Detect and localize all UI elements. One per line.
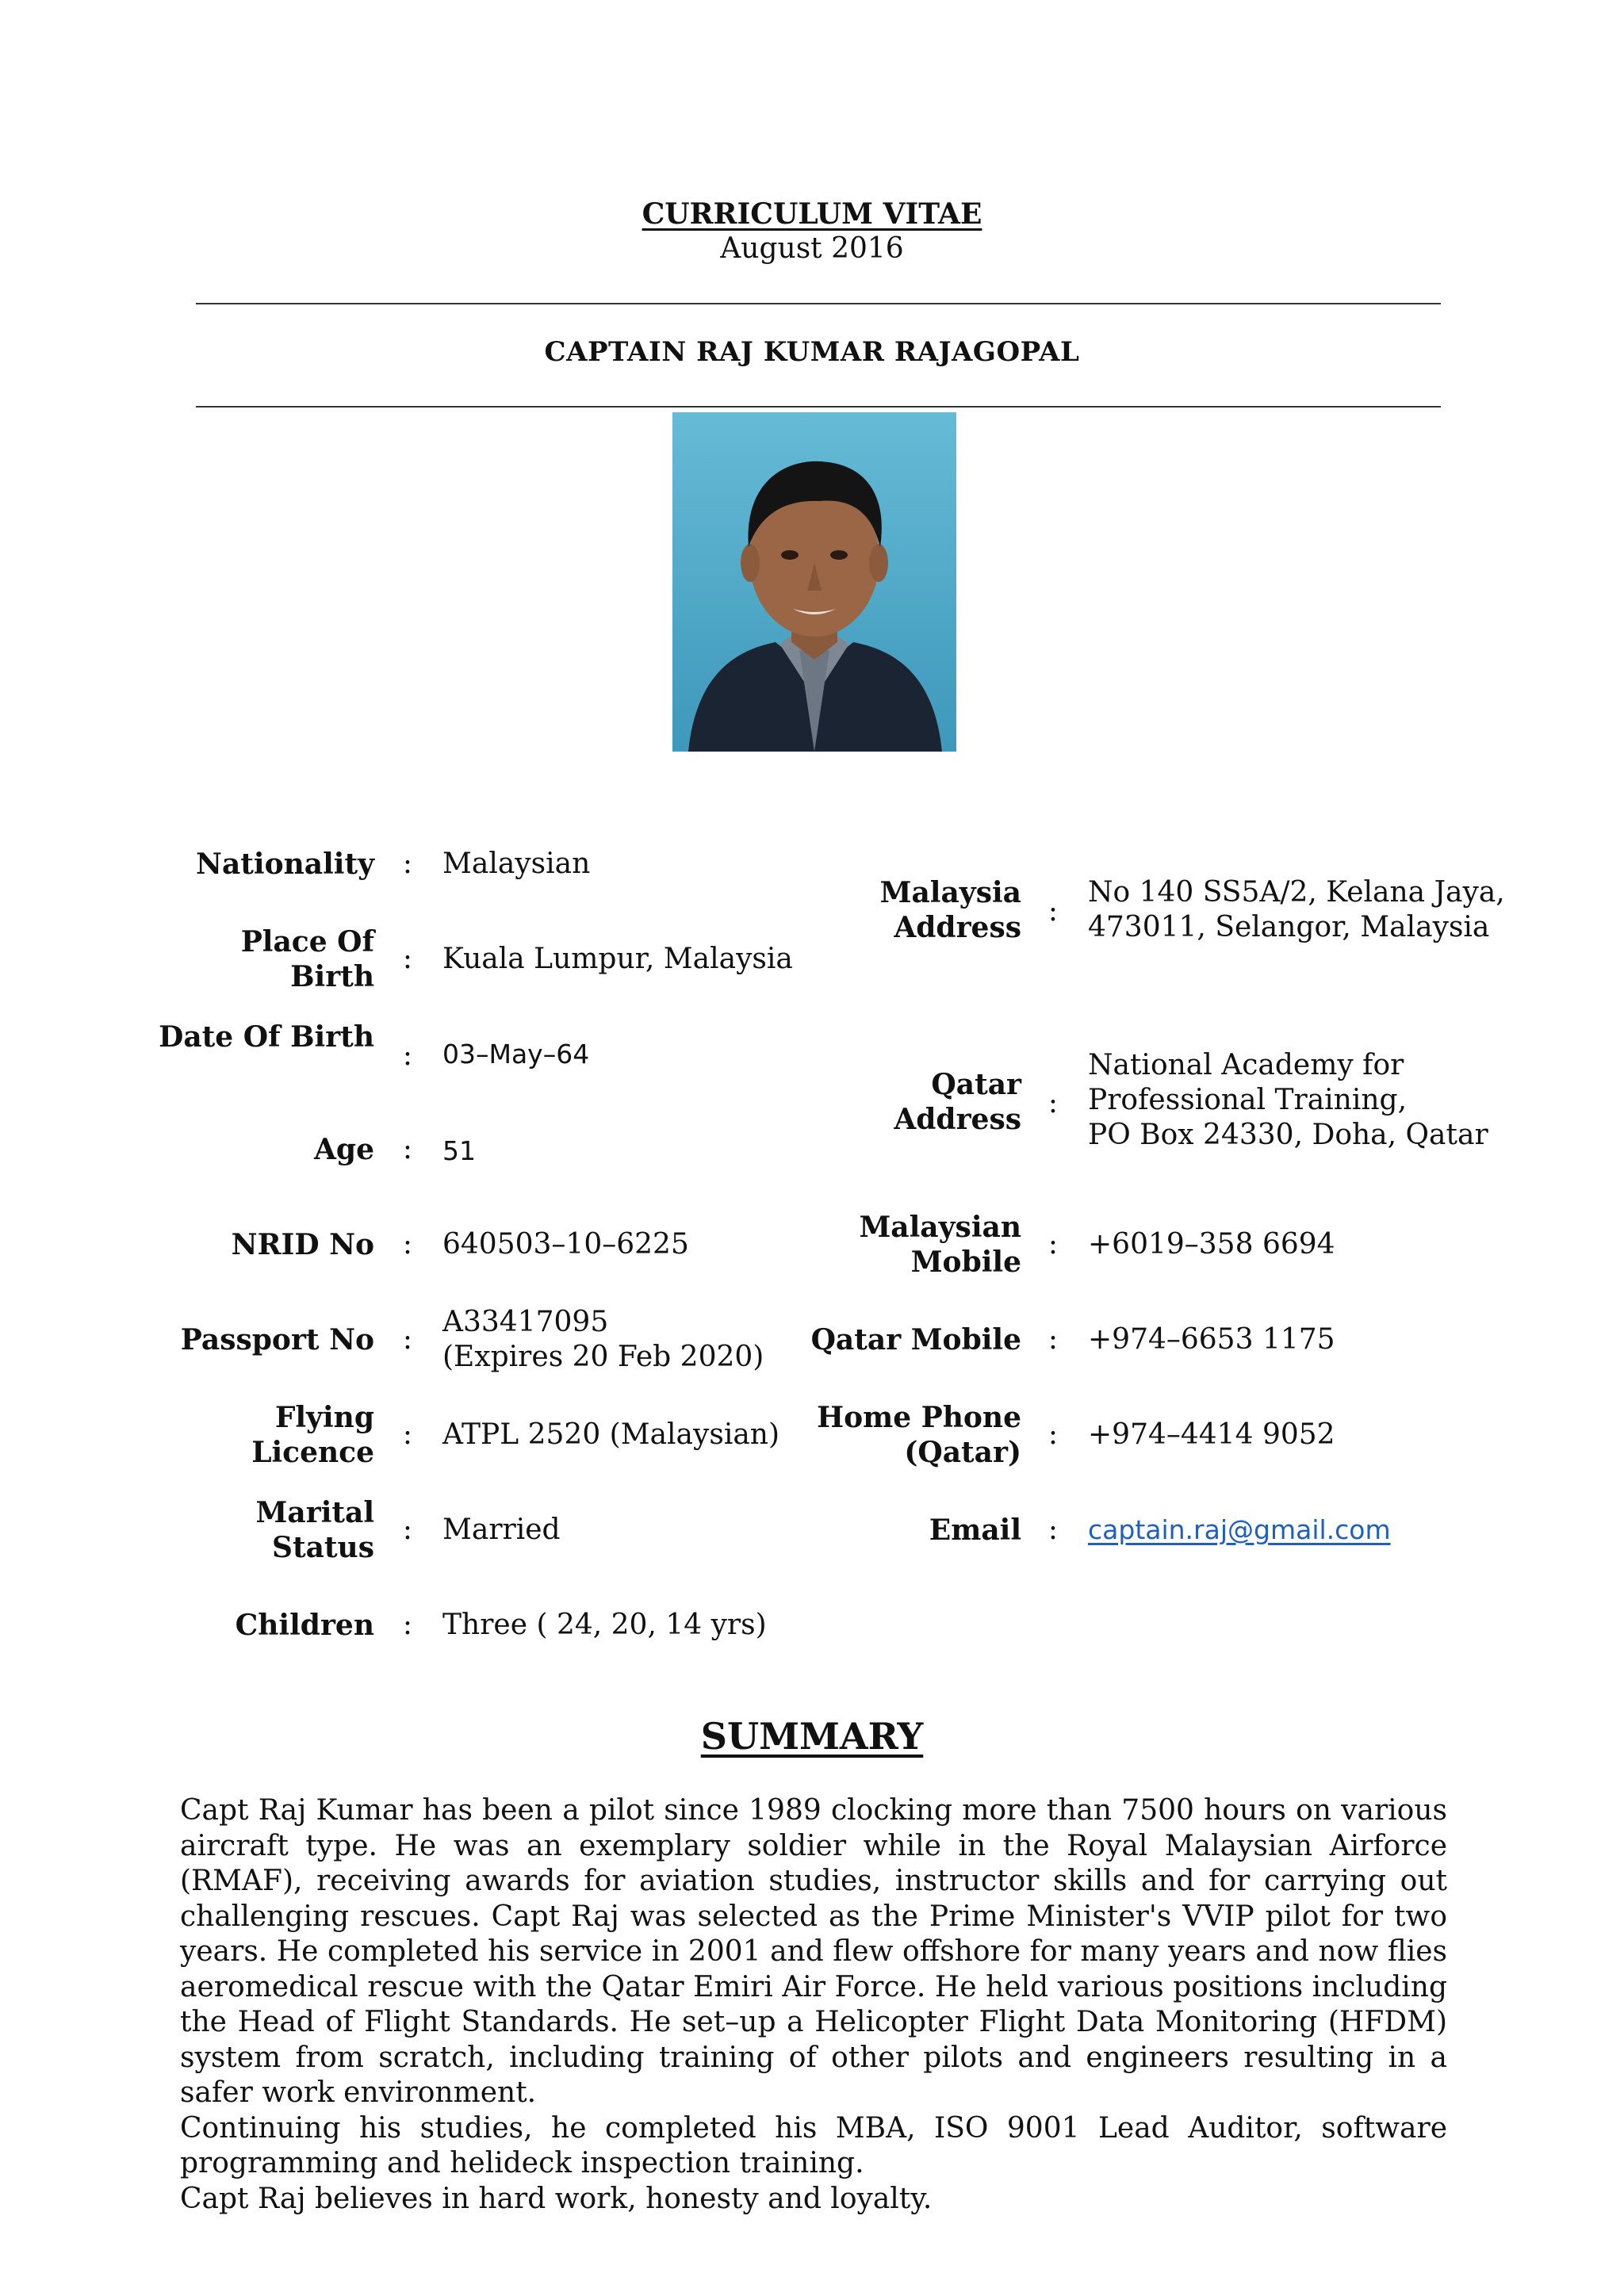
date-of-birth-value: 03–May–64 <box>442 1039 590 1070</box>
home-phone-label: Home Phone (Qatar) <box>817 1401 1021 1469</box>
name-divider <box>196 406 1441 408</box>
marital-status-separator: : <box>402 1513 413 1546</box>
passport-separator: : <box>402 1323 413 1356</box>
summary-paragraph: Capt Raj Kumar has been a pilot since 1989 clocking more than 7500 hours on various aircraft type. He was an exemplary soldier while in the Royal Malaysian Airforce (RMAF), receiving awards for aviation studies, instructor skills and for carrying out challenging rescues. Capt Raj was selected as the Prime Minister's VVIP pilot for two years. He completed his service in 2001 and flew offshore for many years and now flies aeromedical rescue with the Qatar Emiri Air Force. He held various positions including the Head of Flight Standards. He set–up a Helicopter Flight Data Monitoring (HFDM) system from scratch, including training of other pilots and engineers resulting in a safer work environment. <box>180 1794 1447 2109</box>
passport-label: Passport No <box>180 1323 374 1357</box>
children-label: Children <box>235 1609 374 1642</box>
qatar-address-label: Qatar Address <box>894 1068 1021 1136</box>
malaysia-address-separator: : <box>1048 895 1059 928</box>
date-of-birth-label: Date Of Birth <box>159 1020 374 1054</box>
malaysia-address-line-2: 473011, Selangor, Malaysia <box>1088 911 1490 943</box>
age-label: Age <box>313 1133 374 1166</box>
summary-paragraph: Continuing his studies, he completed his MBA, ISO 9001 Lead Auditor, software programming and helideck inspection training. <box>180 2111 1447 2179</box>
marital-status-value: Married <box>442 1513 561 1546</box>
home-phone-value: +974–4414 9052 <box>1088 1418 1335 1451</box>
qatar-mobile-value: +974–6653 1175 <box>1088 1323 1335 1356</box>
summary-paragraph: Capt Raj believes in hard work, honesty and loyalty. <box>180 2182 933 2215</box>
email-separator: : <box>1048 1513 1059 1546</box>
passport-number: A33417095 <box>442 1306 609 1338</box>
children-value: Three ( 24, 20, 14 yrs) <box>442 1609 767 1641</box>
flying-licence-separator: : <box>402 1418 413 1451</box>
place-of-birth-label: Place Of Birth <box>240 925 374 993</box>
malaysia-address-label: Malaysia Address <box>879 876 1021 944</box>
home-phone-separator: : <box>1048 1418 1059 1451</box>
flying-licence-value: ATPL 2520 (Malaysian) <box>442 1418 780 1451</box>
age-separator: : <box>402 1133 413 1165</box>
nrid-label: NRID No <box>231 1228 374 1261</box>
marital-status-label: Marital Status <box>255 1496 374 1564</box>
email-link[interactable]: captain.raj@gmail.com <box>1088 1514 1391 1545</box>
summary-heading: SUMMARY <box>700 1715 924 1758</box>
qatar-mobile-separator: : <box>1048 1323 1059 1356</box>
malaysia-address-line-1: No 140 SS5A/2, Kelana Jaya, <box>1088 876 1505 909</box>
nrid-value: 640503–10–6225 <box>442 1228 689 1261</box>
cv-date: August 2016 <box>720 232 904 265</box>
qatar-address-line-3: PO Box 24330, Doha, Qatar <box>1088 1119 1488 1151</box>
malaysian-mobile-label: Malaysian Mobile <box>859 1211 1021 1279</box>
malaysian-mobile-value: +6019–358 6694 <box>1088 1228 1335 1261</box>
malaysian-mobile-separator: : <box>1048 1228 1059 1261</box>
age-value: 51 <box>442 1135 476 1166</box>
passport-expiry: (Expires 20 Feb 2020) <box>442 1341 764 1373</box>
top-divider <box>196 303 1441 304</box>
date-of-birth-separator: : <box>402 1039 413 1072</box>
place-of-birth-separator: : <box>402 943 413 975</box>
email-label: Email <box>929 1513 1021 1547</box>
candidate-name: CAPTAIN RAJ KUMAR RAJAGOPAL <box>544 336 1080 368</box>
summary-body <box>180 1793 1447 2217</box>
place-of-birth-value: Kuala Lumpur, Malaysia <box>442 943 793 975</box>
children-separator: : <box>402 1609 413 1641</box>
qatar-address-separator: : <box>1048 1087 1059 1119</box>
qatar-address-line-1: National Academy for <box>1088 1049 1404 1081</box>
flying-licence-label: Flying Licence <box>251 1401 374 1469</box>
portrait-illustration <box>672 412 956 752</box>
nrid-separator: : <box>402 1228 413 1261</box>
qatar-mobile-label: Qatar Mobile <box>810 1323 1021 1357</box>
cv-title: CURRICULUM VITAE <box>642 197 982 231</box>
nationality-label: Nationality <box>196 848 374 881</box>
profile-photo <box>672 412 956 752</box>
nationality-value: Malaysian <box>442 848 591 880</box>
nationality-separator: : <box>402 848 413 880</box>
qatar-address-line-2: Professional Training, <box>1088 1084 1408 1116</box>
